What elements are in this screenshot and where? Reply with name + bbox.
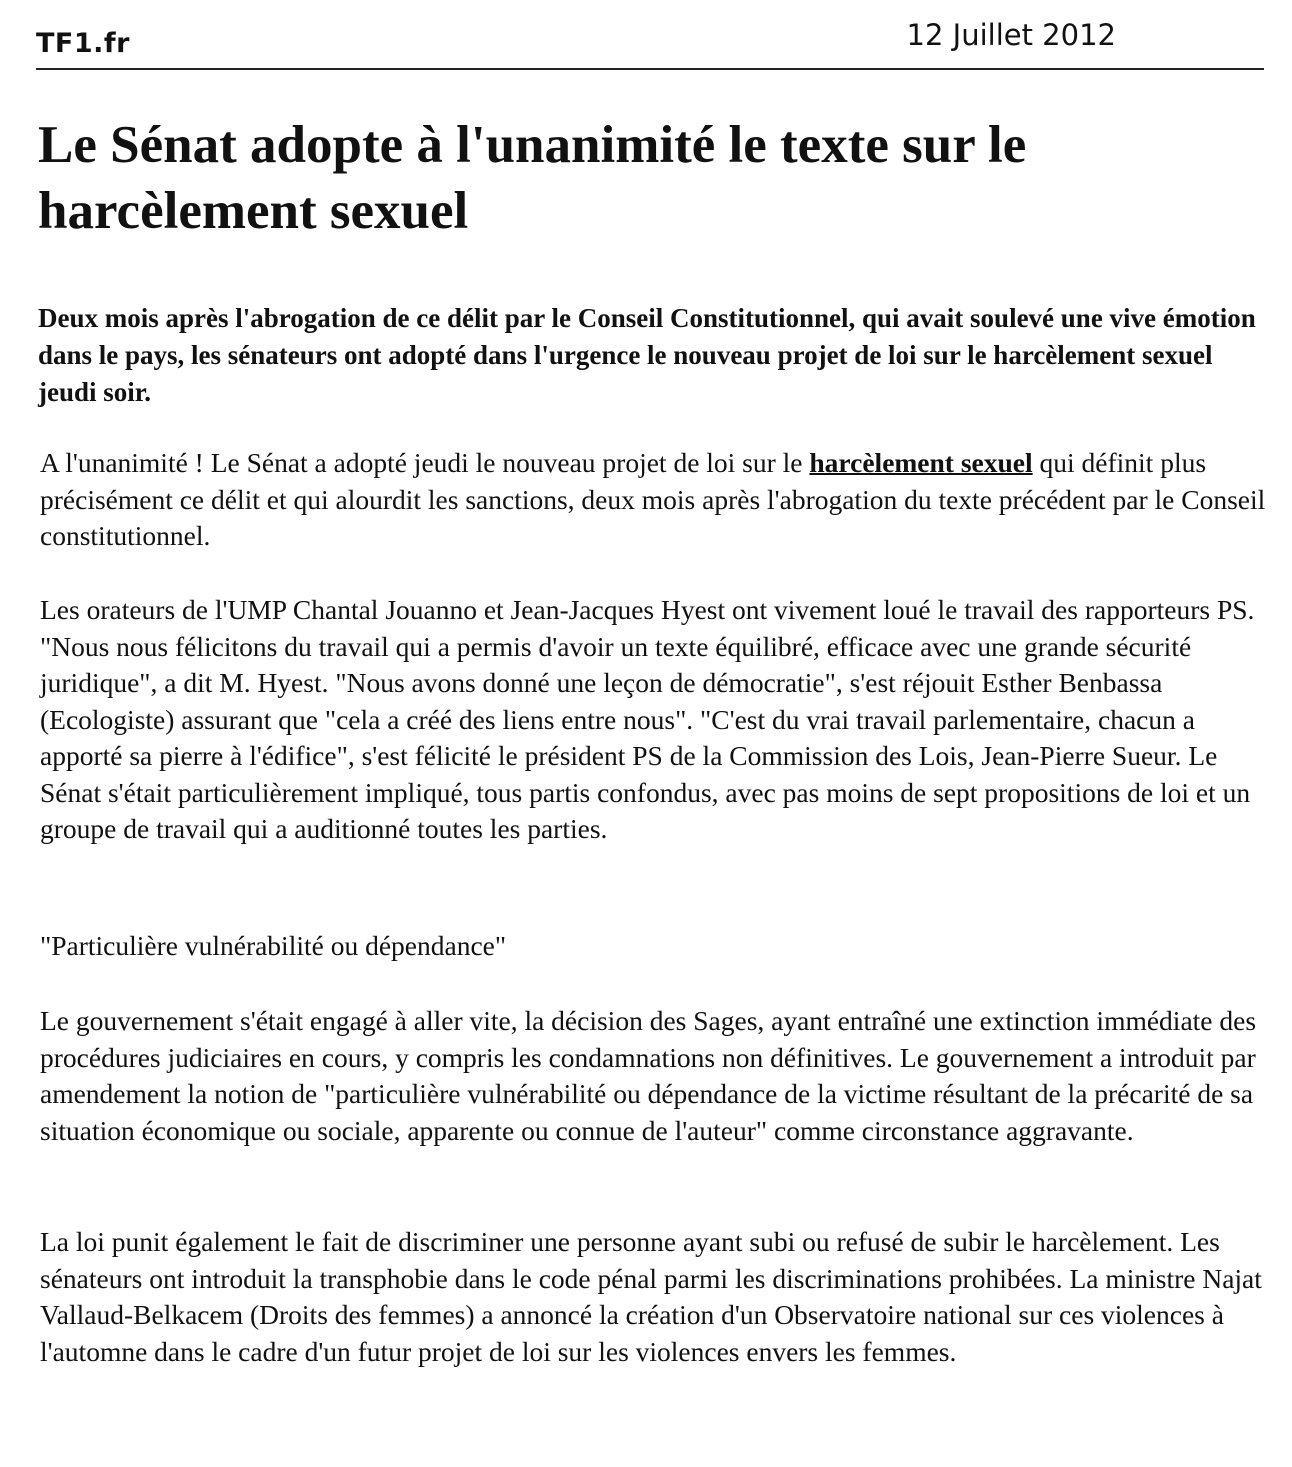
article-lead: Deux mois après l'abrogation de ce délit par le Conseil Constitutionnel, qui avait soulevé une vive émotion dans le pays, les sénateurs ont adopté dans l'urgence le nouveau projet de loi sur le harcèlement sexuel jeudi soir. [38,303,1256,407]
publication-date: 12 Juillet 2012 [906,18,1116,52]
paragraph-2: Les orateurs de l'UMP Chantal Jouanno et Jean-Jacques Hyest ont vivement loué le travail des rapporteurs PS. "Nous nous félicitons du travail qui a permis d'avoir un texte équilibré, efficace avec une grande sécurité juridique", a dit M. Hyest. "Nous avons donné une leçon de démocratie", s'est réjouit Esther Benbassa (Ecologiste) assurant que "cela a créé des liens entre nous". "C'est du vrai travail parlementaire, chacun a apporté sa pierre à l'édifice", s'est félicité le président PS de la Commission des Lois, Jean-Pierre Sueur. Le Sénat s'était particulièrement impliqué, tous partis confondus, avec pas moins de sept propositions de loi et un groupe de travail qui a auditionné toutes les parties. [40,594,1255,844]
paragraph-3: Le gouvernement s'était engagé à aller vite, la décision des Sages, ayant entraîné une extinction immédiate des procédures judiciaires en cours, y compris les condamnations non définitives. Le gouvernement a introduit par amendement la notion de "particulière vulnérabilité ou dépendance de la victime résultant de la précarité de sa situation économique ou sociale, apparente ou connue de l'auteur" comme circonstance aggravante. [40,1005,1257,1146]
page-header [36,16,1264,70]
paragraph-1-intro: A l'unanimité ! Le Sénat a adopté jeudi le nouveau projet de loi sur le [40,447,810,478]
paragraph-4: La loi punit également le fait de discriminer une personne ayant subi ou refusé de subir le harcèlement. Les sénateurs ont introduit la transphobie dans le code pénal parmi les discriminations prohibées. La ministre Najat Vallaud-Belkacem (Droits des femmes) a annoncé la création d'un Observatoire national sur ces violences à l'automne dans le cadre d'un futur projet de loi sur les violences envers les femmes. [40,1226,1262,1367]
paragraph-1-rest: qui définit plus précisément ce délit et qui alourdit les sanctions, deux mois après l'abrogation du texte précédent par le Conseil constitutionnel. [40,447,1266,551]
article-headline: Le Sénat adopte à l'unanimité le texte sur le harcèlement sexuel [38,116,1027,240]
source-name: TF1.fr [36,28,130,59]
section-subheading: "Particulière vulnérabilité ou dépendance" [40,930,507,961]
paragraph-1 [40,445,1270,555]
harcelement-sexuel-link[interactable]: harcèlement sexuel [809,447,1033,478]
